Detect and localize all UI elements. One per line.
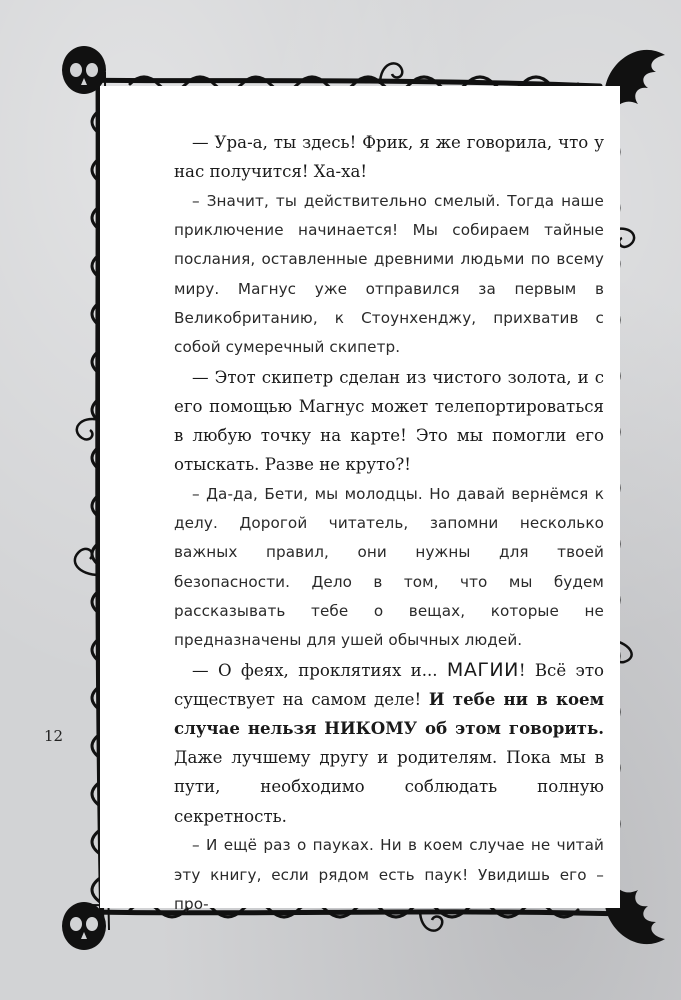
paragraph-1: — Ура-а, ты здесь! Фрик, я же говорила, что у нас получится! Ха-ха! (174, 133, 604, 182)
paragraph-5-part-c: ! Всё это существует на самом деле! (174, 660, 604, 709)
text-column (174, 128, 604, 919)
page-number: 12 (44, 727, 64, 745)
paragraph-5-part-a: — О феях, проклятиях и... (192, 660, 447, 680)
paragraph-6: – И ещё раз о пауках. Ни в коем случае не читай эту книгу, если рядом есть паук! Увидишь его – про- (174, 836, 604, 913)
paragraph-5-part-e: Даже лучшему другу и родителям. Пока мы в пути, необходимо соблюдать полную секретность. (174, 748, 604, 826)
magic-word: МАГИИ (446, 658, 519, 681)
paragraph-5 (174, 656, 604, 831)
paragraph-5-bold-warning: И тебе ни в коем случае нельзя НИКОМУ об этом говорить. (174, 688, 604, 739)
paragraph-4: – Да-да, Бети, мы молодцы. Но давай вернёмся к делу. Дорогой читатель, запомни несколько важных правил, они нужны для твоей безопасности. Дело в том, что мы будем рассказывать тебе о вещах, которые не предназначены для ушей обычных людей. (174, 484, 604, 649)
paragraph-2: – Значит, ты действительно смелый. Тогда наше приключение начинается! Мы собираем тайные послания, оставленные древними людьми по всему миру. Магнус уже отправился за первым в Великобританию, к Стоунхенджу, прихватив с собой сумеречный скипетр. (174, 191, 604, 356)
paragraph-3: — Этот скипетр сделан из чистого золота, и с его помощью Магнус может телепортироваться в любую точку на карте! Это мы помогли его отыскать. Разве не круто?! (174, 367, 604, 475)
